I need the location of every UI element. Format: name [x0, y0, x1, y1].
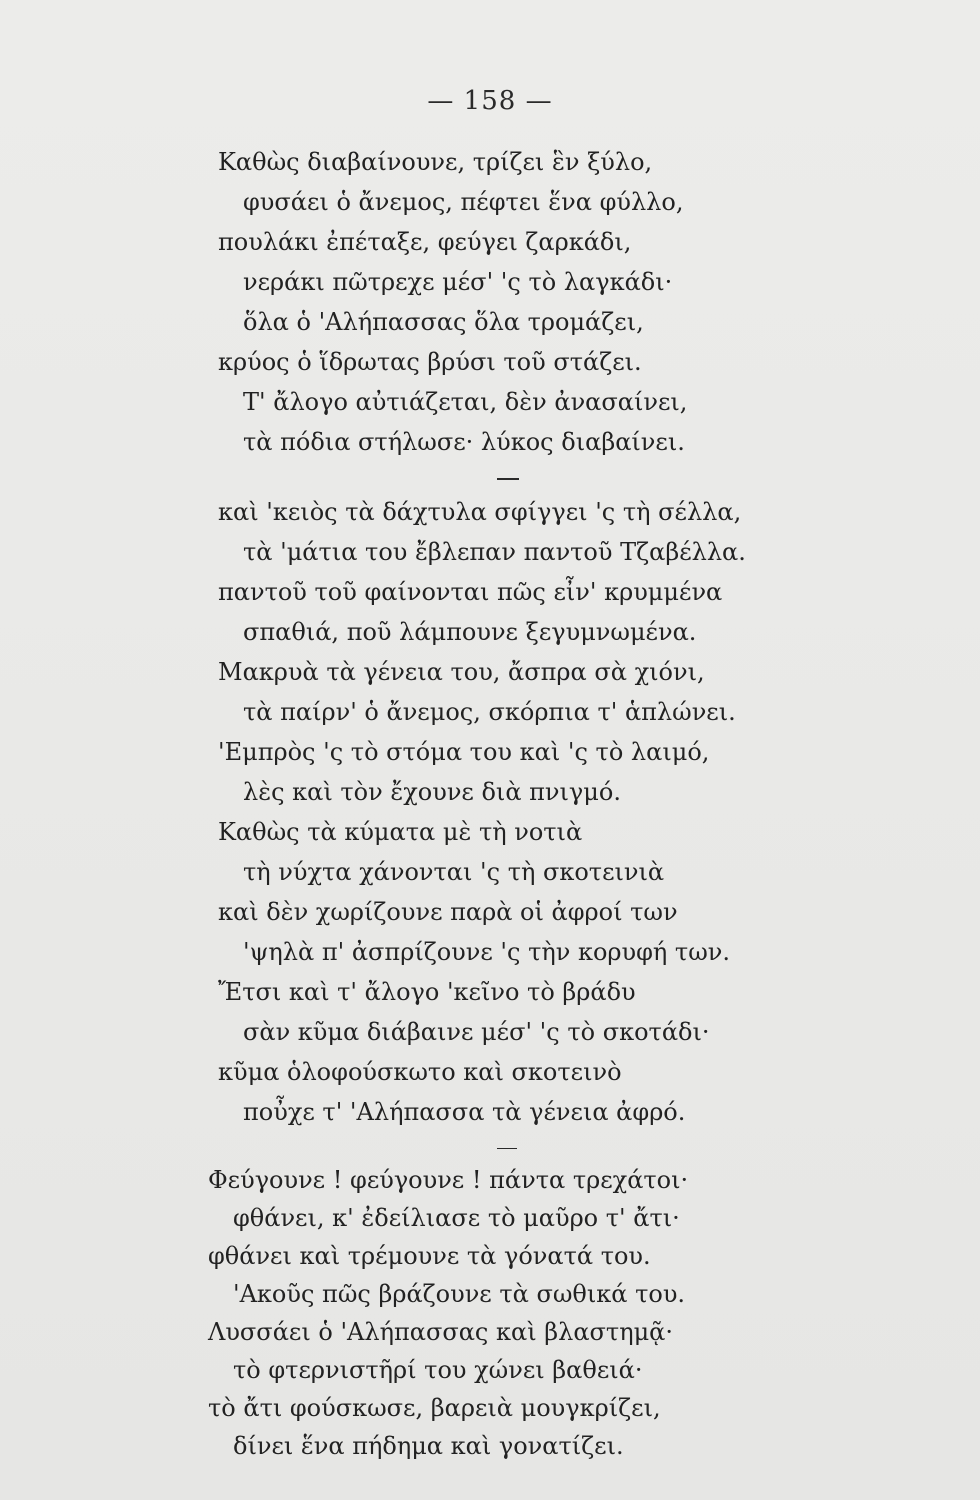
verse-line: σὰν κῦμα διάβαινε μέσ' 'ς τὸ σκοτάδι·: [243, 1018, 710, 1046]
verse-line: δίνει ἕνα πήδημα καὶ γονατίζει.: [233, 1432, 624, 1460]
verse-line: λὲς καὶ τὸν ἔχουνε διὰ πνιγμό.: [243, 778, 621, 806]
verse-line: Φεύγουνε ! φεύγουνε ! πάντα τρεχάτοι·: [208, 1166, 689, 1194]
verse-line: Ἔτσι καὶ τ' ἄλογο 'κεῖνο τὸ βράδυ: [218, 978, 636, 1006]
verse-line: καὶ 'κειὸς τὰ δάχτυλα σφίγγει 'ς τὴ σέλλα,: [218, 498, 742, 526]
verse-line: τὴ νύχτα χάνονται 'ς τὴ σκοτεινιὰ: [243, 858, 665, 886]
verse-line: τὰ παίρν' ὁ ἄνεμος, σκόρπια τ' ἁπλώνει.: [243, 698, 736, 726]
section-divider: [497, 478, 519, 480]
verse-line: τὰ 'μάτια του ἔβλεπαν παντοῦ Τζαβέλλα.: [243, 538, 746, 566]
verse-line: σπαθιά, ποῦ λάμπουνε ξεγυμνωμένα.: [243, 618, 697, 646]
verse-line: καὶ δὲν χωρίζουνε παρὰ οἱ ἀφροί των: [218, 898, 678, 926]
verse-line: τὸ ἄτι φούσκωσε, βαρειὰ μουγκρίζει,: [208, 1394, 661, 1422]
verse-line: ποὖχε τ' 'Αλήπασσα τὰ γένεια ἀφρό.: [243, 1098, 686, 1126]
verse-line: ὅλα ὁ 'Αλήπασσας ὅλα τρομάζει,: [243, 308, 644, 336]
verse-line: πουλάκι ἐπέταξε, φεύγει ζαρκάδι,: [218, 228, 632, 256]
page-number: — 158 —: [427, 86, 553, 116]
verse-line: κῦμα ὁλοφούσκωτο καὶ σκοτεινὸ: [218, 1058, 622, 1086]
verse-line: φυσάει ὁ ἄνεμος, πέφτει ἕνα φύλλο,: [243, 188, 684, 216]
verse-line: νεράκι πῶτρεχε μέσ' 'ς τὸ λαγκάδι·: [243, 268, 673, 296]
verse-line: κρύος ὁ ἵδρωτας βρύσι τοῦ στάζει.: [218, 348, 642, 376]
verse-line: Καθὼς τὰ κύματα μὲ τὴ νοτιὰ: [218, 818, 583, 846]
verse-line: Τ' ἄλογο αὐτιάζεται, δὲν ἀνασαίνει,: [243, 388, 688, 416]
verse-line: παντοῦ τοῦ φαίνονται πῶς εἶν' κρυμμένα: [218, 578, 723, 606]
verse-line: τὸ φτερνιστῆρί του χώνει βαθειά·: [233, 1356, 643, 1384]
verse-line: Μακρυὰ τὰ γένεια του, ἄσπρα σὰ χιόνι,: [218, 658, 705, 686]
verse-line: 'Ακοῦς πῶς βράζουνε τὰ σωθικά του.: [233, 1280, 686, 1308]
verse-line: Καθὼς διαβαίνουνε, τρίζει ἓν ξύλο,: [218, 148, 653, 176]
verse-line: τὰ πόδια στήλωσε· λύκος διαβαίνει.: [243, 428, 685, 456]
verse-line: φθάνει καὶ τρέμουνε τὰ γόνατά του.: [208, 1242, 651, 1270]
verse-line: 'ψηλὰ π' ἀσπρίζουνε 'ς τὴν κορυφή των.: [243, 938, 730, 966]
section-divider: [497, 1148, 517, 1149]
verse-line: φθάνει, κ' ἐδείλιασε τὸ μαῦρο τ' ἄτι·: [233, 1204, 680, 1232]
verse-line: 'Εμπρὸς 'ς τὸ στόμα του καὶ 'ς τὸ λαιμό,: [218, 738, 710, 766]
verse-line: Λυσσάει ὁ 'Αλήπασσας καὶ βλαστημᾷ·: [208, 1318, 673, 1346]
